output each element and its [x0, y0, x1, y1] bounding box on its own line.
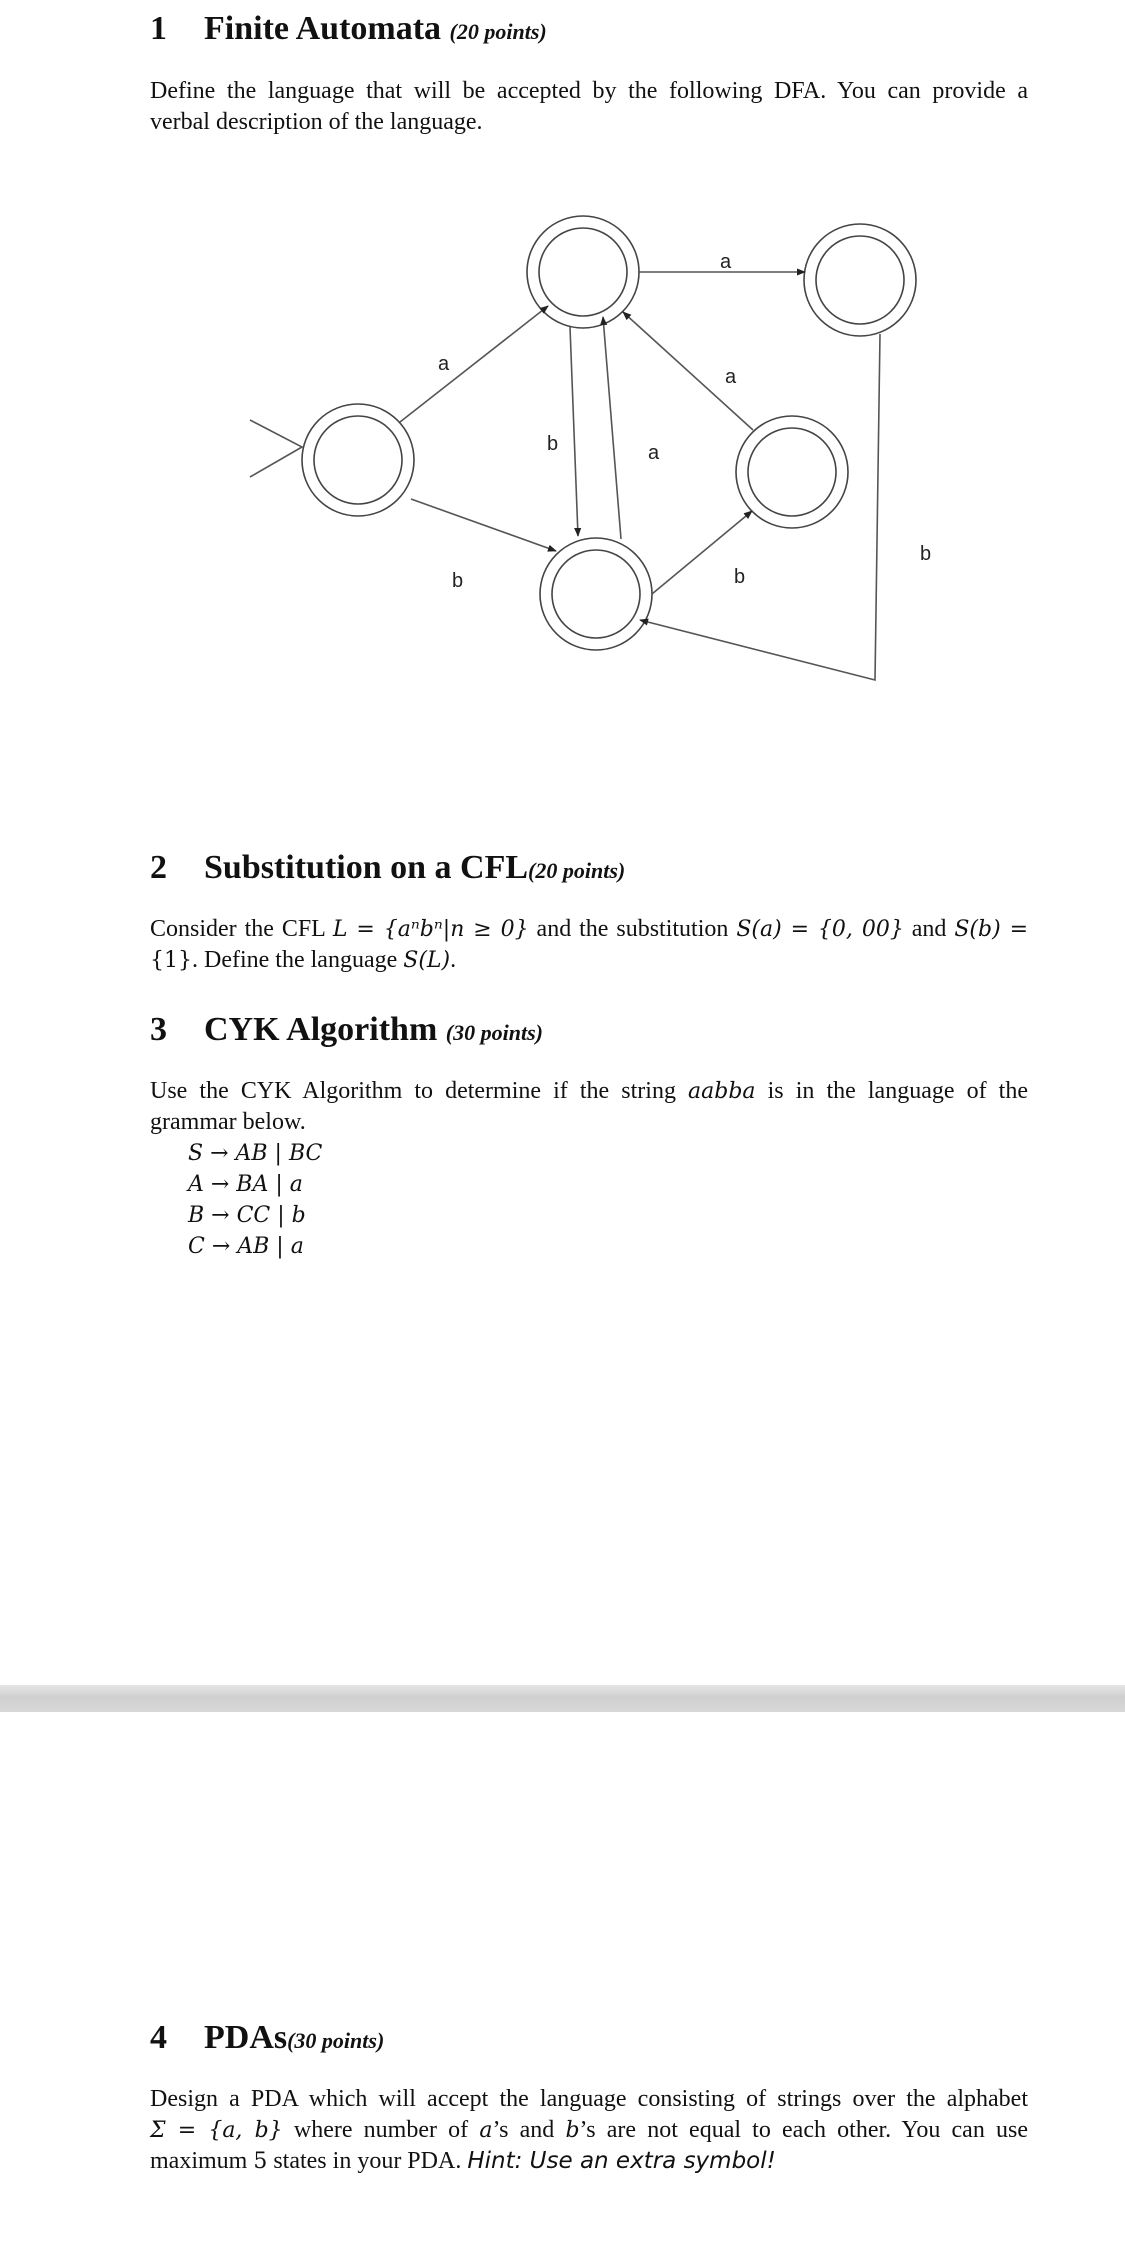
section-3-line-1 — [150, 1076, 1028, 1107]
section-4-number: 4 — [150, 2019, 167, 2056]
section-2-body — [150, 914, 1028, 976]
state-q1 — [527, 216, 639, 328]
section-1-points: (20 points) — [449, 19, 547, 44]
section-1-line-2: verbal description of the language. — [150, 109, 483, 135]
transition-q4-q1 — [603, 317, 621, 539]
start-arrow — [250, 420, 302, 477]
label-q2-q4: b — [920, 543, 932, 565]
grammar-rule: S → AB | BC — [188, 1141, 323, 1166]
section-2-text: Consider the CFL — [150, 916, 333, 942]
section-3-points: (30 points) — [445, 1020, 543, 1045]
section-4-body — [150, 2084, 1028, 2177]
grammar-rule: A → BA | a — [188, 1172, 303, 1197]
page-divider — [0, 1685, 1125, 1712]
language-L: L = {aⁿbⁿ|n ≥ 0} — [332, 917, 529, 942]
section-3-text: Use the CYK Algorithm to determine if the string — [150, 1078, 689, 1104]
transition-q2-q4 — [640, 334, 880, 680]
label-q4-q3: b — [734, 566, 746, 588]
page-2 — [0, 1712, 1125, 2250]
section-4-line-2 — [150, 2115, 1028, 2146]
section-2-points: (20 points) — [528, 858, 626, 883]
section-3-number: 3 — [150, 1011, 167, 1048]
section-4-line-3 — [150, 2146, 1028, 2177]
state-q3 — [736, 416, 848, 528]
symbol-a: a — [479, 2118, 493, 2143]
dfa-diagram — [0, 0, 1125, 720]
section-2-text: and — [903, 916, 955, 942]
label-q1-q4: b — [547, 433, 559, 455]
section-4-text: where number of — [282, 2117, 480, 2143]
label-q0-q1: a — [438, 353, 450, 375]
max-states: 5 — [253, 2149, 268, 2174]
alphabet-sigma: Σ = {a, b} — [150, 2118, 283, 2143]
section-2-heading — [150, 849, 625, 887]
section-2-number: 2 — [150, 849, 167, 886]
section-3-body — [150, 1076, 1028, 1138]
substitution-b: S(b) = — [954, 917, 1028, 942]
label-q1-q2: a — [720, 251, 732, 273]
section-1-number: 1 — [150, 10, 167, 47]
section-3-heading — [150, 1011, 543, 1049]
grammar-rule: C → AB | a — [188, 1234, 304, 1259]
transition-q0-q4 — [411, 499, 556, 551]
section-3-text: is in the language of the — [755, 1078, 1028, 1104]
section-3-line-2: grammar below. — [150, 1109, 306, 1135]
substitution-b-set: {1} — [150, 948, 192, 973]
section-2-text: . Define the language — [192, 947, 404, 973]
section-2-line-1 — [150, 914, 1028, 945]
section-4-text: ’s and — [492, 2117, 566, 2143]
substitution-a: S(a) = {0, 00} — [736, 917, 904, 942]
transition-q0-q1 — [400, 306, 548, 422]
section-1-title: Finite Automata — [204, 10, 442, 47]
state-q4 — [540, 538, 652, 650]
label-q4-q1: a — [648, 442, 660, 464]
hint-text: Hint: Use an extra symbol! — [467, 2148, 776, 2174]
section-2-line-2 — [150, 945, 1028, 976]
cyk-string: aabba — [688, 1079, 756, 1104]
section-4-points: (30 points) — [287, 2028, 385, 2053]
grammar-rule: B → CC | b — [188, 1203, 306, 1228]
state-q0 — [302, 404, 414, 516]
label-q0-q4: b — [452, 570, 464, 592]
section-2-text: and the substitution — [528, 916, 737, 942]
label-q3-q1: a — [725, 366, 737, 388]
section-4-text: maximum — [150, 2148, 254, 2174]
section-4-line-1: Design a PDA which will accept the language consisting of strings over the alphabet — [150, 2086, 1028, 2112]
symbol-b: b — [565, 2118, 580, 2143]
section-4-text: ’s are not equal to each other. You can use — [579, 2117, 1028, 2143]
section-4-text: states in your PDA. — [267, 2148, 468, 2174]
section-3-title: CYK Algorithm — [204, 1011, 438, 1048]
section-2-title: Substitution on a CFL — [204, 849, 529, 886]
section-2-text: . — [450, 947, 457, 973]
language-SL: S(L) — [403, 948, 451, 973]
transition-q1-q4 — [570, 327, 578, 536]
section-4-heading — [150, 2019, 384, 2057]
section-4-title: PDAs — [204, 2019, 288, 2056]
grammar-rules — [188, 1138, 322, 1262]
state-q2 — [804, 224, 916, 336]
section-1-line-1: Define the language that will be accepted by the following DFA. You can provide a — [150, 78, 1028, 104]
